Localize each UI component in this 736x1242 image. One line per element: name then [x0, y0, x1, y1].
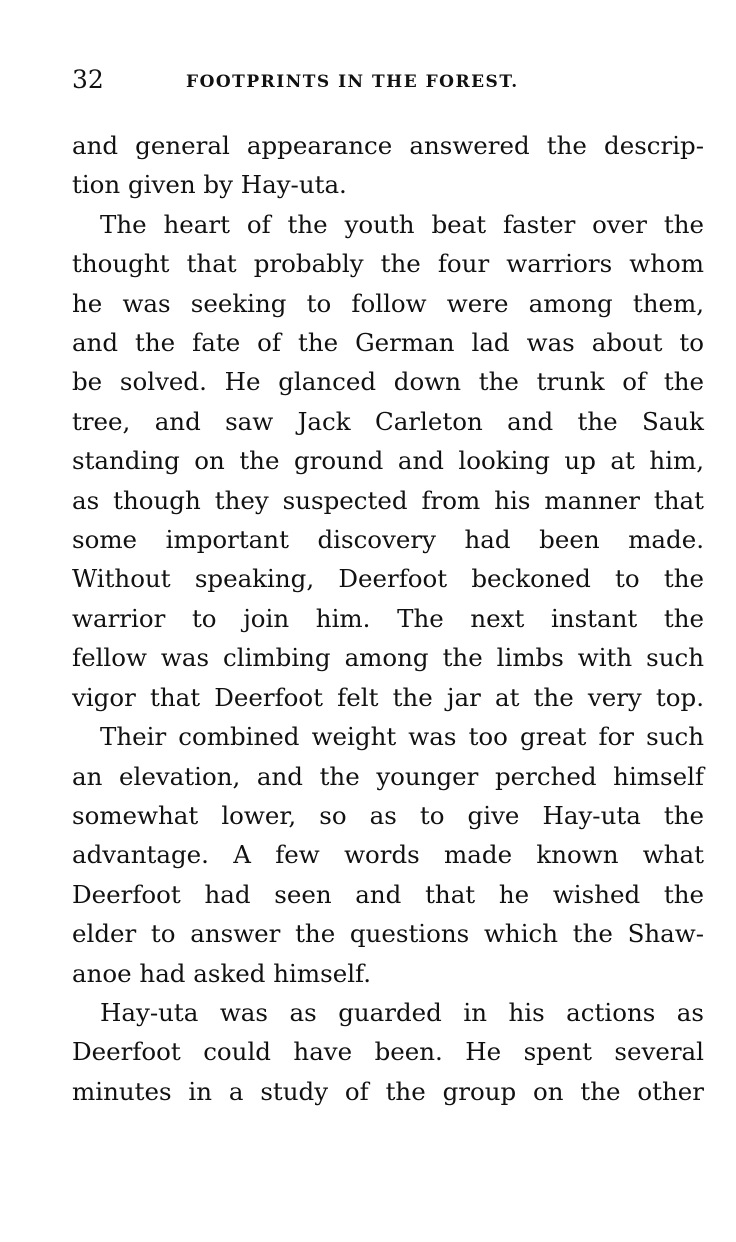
paragraph-1	[72, 126, 704, 205]
running-head	[72, 62, 704, 102]
text-line: Deerfoot had seen and that he wished the	[72, 879, 704, 909]
text-line: advantage. A few words made known what	[72, 840, 704, 870]
paragraph-3	[72, 717, 704, 993]
text-line: tion given by Hay-uta.	[72, 170, 347, 200]
text-line: minutes in a study of the group on the other	[72, 1076, 704, 1106]
text-line: he was seeking to follow were among them,	[72, 288, 704, 318]
text-line: as though they suspected from his manner that	[72, 485, 704, 515]
text-line: and the fate of the German lad was about to	[72, 328, 704, 358]
text-line: Deerfoot could have been. He spent several	[72, 1037, 704, 1067]
text-line: Their combined weight was too great for such	[100, 722, 704, 752]
text-line: and general appearance answered the descrip-	[72, 131, 704, 160]
text-line: fellow was climbing among the limbs with such	[72, 643, 704, 673]
text-line: The heart of the youth beat faster over the	[100, 209, 704, 239]
text-line: elder to answer the questions which the Shaw-	[72, 919, 704, 949]
text-line: be solved. He glanced down the trunk of the	[72, 367, 704, 397]
page-number: 32	[72, 65, 104, 94]
text-line: standing on the ground and looking up at him,	[72, 446, 704, 476]
text-line: warrior to join him. The next instant the	[72, 603, 704, 633]
text-line: tree, and saw Jack Carleton and the Sauk	[72, 406, 704, 436]
text-line: an elevation, and the younger perched himself	[72, 761, 704, 791]
text-line: anoe had asked himself.	[72, 958, 372, 988]
text-line: vigor that Deerfoot felt the jar at the very top.	[72, 682, 704, 712]
running-title: FOOTPRINTS IN THE FOREST.	[186, 72, 519, 92]
text-line: some important discovery had been made.	[72, 525, 704, 555]
text-line: Hay-uta was as guarded in his actions as	[100, 997, 704, 1027]
text-line: Without speaking, Deerfoot beckoned to the	[72, 564, 704, 594]
paragraph-2	[72, 205, 704, 717]
body-text	[72, 126, 704, 1111]
paragraph-4	[72, 993, 704, 1111]
text-line: somewhat lower, so as to give Hay-uta the	[72, 800, 704, 830]
text-line: thought that probably the four warriors whom	[72, 249, 704, 279]
